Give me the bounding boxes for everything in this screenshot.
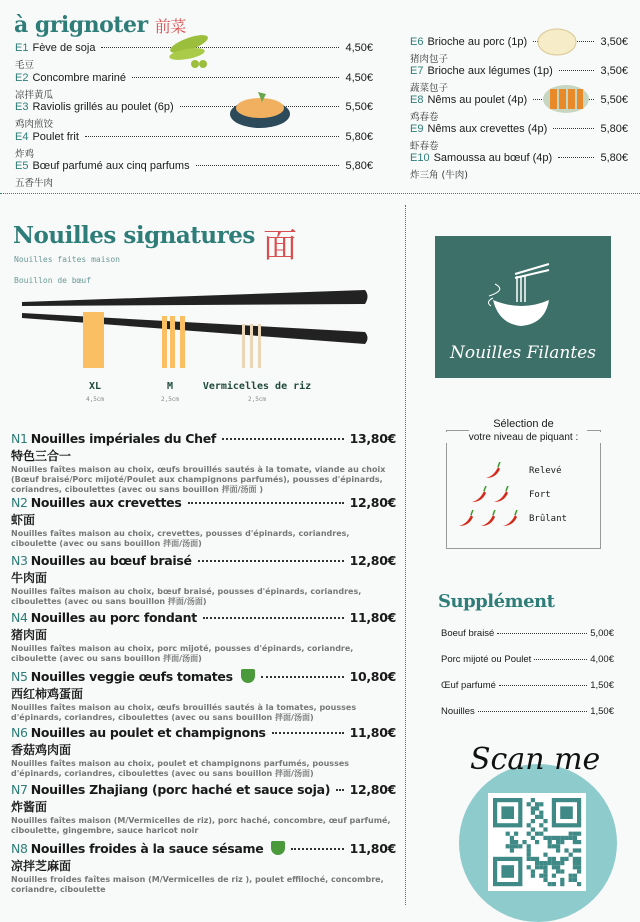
item-name-cn: 炸三角 (牛肉) [410,170,468,181]
spice-level-label: Fort [529,490,551,500]
veggie-icon [241,669,255,683]
noodle-item [11,782,396,836]
supplement-name: Nouilles [441,706,475,717]
item-code: N3 [11,553,28,568]
noodle-item [11,431,396,495]
item-code: E10 [410,152,430,164]
item-price: 3,50€ [600,65,628,77]
item-name-cn: 蔬菜包子 [410,83,449,94]
chili-pepper-icon [501,510,519,533]
item-description: Nouilles froides faîtes maison (M/Vermicelles de riz ), poulet effiloché, concombre, coriandre, ciboulette [11,875,384,894]
item-name: Poulet frit [32,130,79,143]
item-name: Nêms au poulet (4p) [427,94,528,106]
dotted-leader [499,685,587,686]
chili-pepper-icon [484,462,502,485]
item-name: Nouilles aux crevettes [30,495,182,510]
supplement-item [441,654,614,665]
noodle-item [11,839,396,895]
nems-image [542,84,590,114]
noodle-item [11,667,396,723]
spice-level-label: Brûlant [529,514,567,524]
item-code: E4 [15,130,29,143]
dotted-leader [291,848,343,850]
chopsticks-illustration [0,290,380,372]
item-name: Bœuf parfumé aux cinq parfums [32,160,190,172]
item-description: Nouilles faîtes maison au choix, crevettes, pousses d'épinards, coriandres, ciboulette (avec ou sans bouillon 拌面/汤面) [11,529,350,548]
dotted-leader [478,711,587,712]
item-price: 3,50€ [600,36,628,48]
dotted-leader [553,128,594,129]
supplement-name: Œuf parfumé [441,680,496,691]
item-name: Samoussa au bœuf (4p) [433,152,553,164]
dotted-leader [497,633,587,634]
item-name-cn: 特色三合一 [11,449,72,463]
item-name: Nouilles au porc fondant [30,610,197,625]
item-name-cn: 毛豆 [15,60,35,71]
item-name: Raviolis grillés au poulet (6p) [32,101,174,113]
item-name-cn: 猪肉包子 [410,54,449,65]
item-name-cn: 虾春卷 [410,141,439,152]
item-name: Nouilles froides à la sauce sésame [30,841,264,856]
size-value: 2,5cm [160,396,180,403]
dotted-leader [272,732,344,734]
item-price: 4,50€ [345,71,373,84]
edamame-image [165,30,215,70]
item-code: E3 [15,101,29,113]
chili-pepper-icon [470,486,488,509]
item-description: Nouilles faîtes maison au choix, œufs brouillés sautés à la tomates, pousses d'épinards, coriandres, ciboulettes (avec ou sans bouillon 拌面/汤面) [11,703,357,722]
item-code: N7 [11,782,28,797]
size-value: 4,5cm [85,396,105,403]
noodle-item [11,610,396,664]
supplement-price: 4,00€ [590,654,614,665]
starters-title [14,12,186,38]
item-name: Nouilles veggie œufs tomates [30,669,233,684]
item-name: Nouilles Zhajiang (porc haché et sauce soja) [30,782,331,797]
noodle-vermicelli [242,324,245,368]
starter-item [410,123,628,135]
dotted-leader [261,676,344,678]
scan-label: Scan me [470,742,601,777]
starter-item [410,36,628,48]
item-description: Nouilles faîtes maison au choix, porc mijoté, pousses d'épinards, coriandre, ciboulette (avec ou sans bouillon 拌面/汤面) [11,644,354,663]
dotted-leader [188,502,344,504]
dotted-leader [534,659,587,660]
size-label: XL [88,381,102,392]
item-name: Nouilles au poulet et champignons [30,725,266,740]
dotted-leader [336,789,343,791]
vertical-divider [405,205,406,905]
item-name: Brioche au porc (1p) [427,36,528,48]
chili-pepper-icon [457,510,475,533]
dotted-leader [196,165,340,166]
item-name-cn: 猪肉面 [11,628,48,642]
noodle-item [11,725,396,779]
item-price: 5,80€ [345,130,373,143]
item-name: Brioche aux légumes (1p) [427,65,553,77]
supplement-name: Boeuf braisé [441,628,495,639]
item-name-cn: 香菇鸡肉面 [11,743,72,757]
starter-item [410,65,628,77]
starter-item [15,101,373,113]
supplement-price: 5,00€ [590,628,614,639]
item-code: E7 [410,65,424,77]
dotted-leader [85,136,340,137]
item-code: E6 [410,36,424,48]
item-name-cn: 牛肉面 [11,571,48,585]
size-label: Vermicelles de riz [202,381,312,392]
item-price: 4,50€ [345,42,373,54]
spice-title-1: Sélection de [493,418,554,430]
item-price: 12,80€ [349,495,396,510]
starter-item [15,131,373,143]
bun-image [537,26,577,56]
item-price: 11,80€ [349,610,396,625]
dumplings-image [228,88,292,130]
supplement-item [441,706,614,717]
noodle-m [162,316,167,368]
item-code: E2 [15,71,29,84]
supplement-price: 1,50€ [590,680,614,691]
starters-title-cn: 前菜 [154,17,186,36]
dotted-leader [203,617,344,619]
veggie-icon [271,841,285,855]
noodles-title: Nouilles signatures [13,222,255,249]
noodle-item [11,495,396,549]
item-name-cn: 虾面 [11,513,36,527]
item-name: Fève de soja [32,42,96,54]
noodles-subtitle-2: Bouillon de bœuf [14,276,92,285]
item-code: N1 [11,431,28,446]
item-price: 12,80€ [349,553,396,568]
item-description: Nouilles faîtes maison au choix, œufs brouillés sautés à la tomate, viande au choix (Bœuf braisé/Porc mijoté/Poulet aux champignons parfumés), pousses d'épinards, coriandres, ciboulettes (avec ou sans bouillon 拌面/汤面 ) [11,465,386,494]
item-name: Concombre mariné [32,71,127,84]
item-name-cn: 炸鸡 [15,148,35,160]
dotted-leader [222,438,344,440]
supplement-name: Porc mijoté ou Poulet [441,654,532,665]
item-name-cn: 西红柿鸡蛋面 [11,687,84,701]
item-code: N5 [11,669,28,684]
item-price: 5,80€ [600,152,628,164]
spice-title-2: votre niveau de piquant : [446,432,601,443]
dotted-leader [558,157,594,158]
item-code: E5 [15,160,29,172]
dotted-leader [101,47,339,48]
item-name-cn: 鸡春卷 [410,112,439,123]
noodles-title-cn: 面 [263,226,297,266]
item-name-cn: 凉拌黄瓜 [15,89,54,101]
item-name-cn: 鸡肉煎饺 [15,119,54,130]
item-price: 12,80€ [349,782,396,797]
spice-level-label: Relevé [529,466,562,476]
item-description: Nouilles faîtes maison (M/Vermicelles de riz), porc haché, concombre, œuf parfumé, ciboulette, gingembre, sauce haricot noir [11,816,391,835]
item-name: Nouilles au bœuf braisé [30,553,192,568]
logo-text: Nouilles Filantes [450,343,596,363]
item-price: 13,80€ [349,431,396,446]
size-label: M [166,381,174,392]
item-code: E9 [410,123,424,135]
supplement-item [441,628,614,639]
item-name-cn: 炸酱面 [11,800,48,814]
item-code: N2 [11,495,28,510]
dotted-leader [132,77,339,78]
supplement-price: 1,50€ [590,706,614,717]
item-description: Nouilles faîtes maison au choix, poulet et champignons parfumés, pousses d'épinards, coriandres, ciboulettes (avec ou sans bouillon 拌面/汤面) [11,759,350,778]
item-price: 5,50€ [600,94,628,106]
dotted-leader [559,70,595,71]
item-code: E8 [410,94,424,106]
noodles-subtitle-1: Nouilles faites maison [14,255,120,264]
supplement-title: Supplément [438,591,555,612]
item-code: N6 [11,725,28,740]
noodle-bowl-icon [487,262,557,328]
item-name-cn: 五香牛肉 [15,178,54,189]
item-price: 5,50€ [345,101,373,113]
item-code: N4 [11,610,28,625]
item-price: 5,80€ [345,160,373,172]
starter-item [15,160,373,172]
horizontal-divider [0,193,640,194]
starter-item [410,94,628,106]
item-name: Nêms aux crevettes (4p) [427,123,548,135]
starters-title-text: à grignoter [14,12,148,38]
noodle-item [11,553,396,607]
item-price: 10,80€ [349,669,396,684]
item-name: Nouilles impériales du Chef [30,431,217,446]
item-price: 5,80€ [600,123,628,135]
item-description: Nouilles faîtes maison au choix, bœuf braisé, pousses d'épinards, coriandres, ciboulettes (avec ou sans bouillon 拌面/汤面) [11,587,362,606]
starter-item [410,152,628,164]
chili-pepper-icon [479,510,497,533]
size-value: 2,5cm [247,396,267,403]
noodle-xl [83,312,104,368]
item-price: 11,80€ [349,841,396,856]
chili-pepper-icon [492,486,510,509]
item-code: N8 [11,841,28,856]
logo [435,236,611,378]
item-code: E1 [15,42,29,54]
item-price: 11,80€ [349,725,396,740]
item-name-cn: 凉拌芝麻面 [11,859,72,873]
dotted-leader [198,560,344,562]
starter-item [15,72,373,84]
supplement-item [441,680,614,691]
qr-code[interactable] [488,793,586,891]
